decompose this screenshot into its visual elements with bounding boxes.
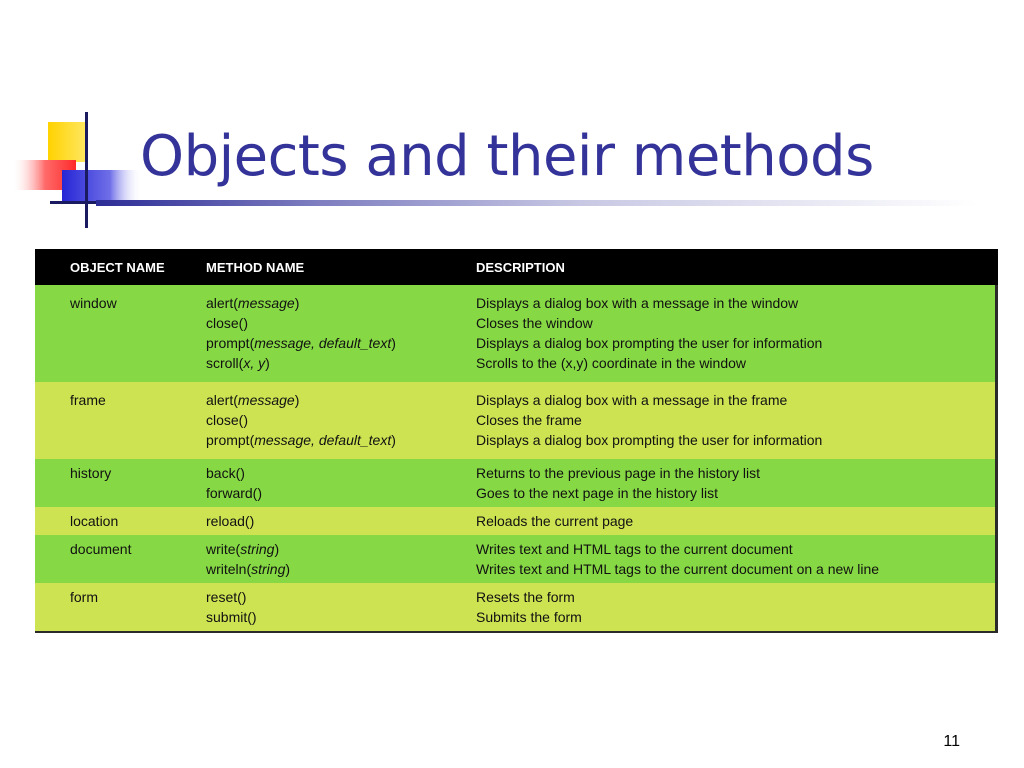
method-arguments: x, y [243, 355, 266, 371]
method-names-cell [206, 463, 476, 503]
method-identifier: scroll( [206, 355, 244, 371]
method-description: Displays a dialog box prompting the user for information [476, 432, 823, 448]
method-names-cell [206, 539, 476, 579]
method-close-paren: ) [285, 561, 291, 577]
method-identifier: back() [206, 465, 245, 481]
method-identifier: close() [206, 412, 249, 428]
method-name [206, 483, 476, 503]
table-row [35, 382, 998, 459]
method-identifier: reset() [206, 589, 247, 605]
method-arguments: message [237, 295, 295, 311]
methods-table [35, 249, 998, 633]
method-description: Closes the frame [476, 412, 582, 428]
method-arguments: message [237, 392, 295, 408]
method-description: Writes text and HTML tags to the current document on a new line [476, 561, 880, 577]
method-names-cell [206, 293, 476, 373]
method-name [206, 293, 476, 313]
method-identifier: writeln( [206, 561, 252, 577]
method-identifier: alert( [206, 295, 238, 311]
object-name-cell: document [70, 541, 132, 557]
method-identifier: reload() [206, 513, 255, 529]
slide-logo-icon [12, 110, 142, 230]
method-identifier: write( [206, 541, 241, 557]
method-close-paren: ) [391, 432, 396, 448]
method-arguments: message, default_text [254, 432, 392, 448]
method-close-paren: ) [391, 335, 396, 351]
method-description: Displays a dialog box prompting the user for information [476, 335, 823, 351]
method-name [206, 539, 476, 559]
method-arguments: string [240, 541, 275, 557]
method-close-paren: ) [294, 392, 300, 408]
method-name [206, 333, 476, 353]
method-name [206, 511, 476, 531]
slide-title: Objects and their methods [140, 124, 874, 189]
descriptions-cell [476, 390, 995, 450]
method-name [206, 390, 476, 410]
method-identifier: prompt( [206, 335, 255, 351]
method-name [206, 410, 476, 430]
table-row [35, 583, 998, 631]
method-identifier: submit() [206, 609, 257, 625]
table-row [35, 285, 998, 382]
descriptions-cell [476, 463, 995, 503]
method-close-paren: ) [294, 295, 300, 311]
method-name [206, 587, 476, 607]
descriptions-cell [476, 511, 995, 531]
object-name-cell: history [70, 465, 112, 481]
table-header-row [35, 249, 998, 285]
method-name [206, 463, 476, 483]
method-description: Resets the form [476, 589, 575, 605]
method-arguments: message, default_text [254, 335, 392, 351]
descriptions-cell [476, 293, 995, 373]
object-name-cell: form [70, 589, 98, 605]
title-underline [96, 200, 976, 206]
header-method-name: METHOD NAME [206, 259, 305, 275]
table-body [35, 285, 998, 631]
method-identifier: forward() [206, 485, 263, 501]
method-description: Reloads the current page [476, 513, 634, 529]
descriptions-cell [476, 539, 995, 579]
table-row [35, 459, 998, 507]
method-description: Displays a dialog box with a message in the frame [476, 392, 788, 408]
object-name-cell: location [70, 513, 119, 529]
method-description: Submits the form [476, 609, 582, 625]
header-description: DESCRIPTION [476, 259, 565, 275]
table-row [35, 507, 998, 535]
method-arguments: string [251, 561, 286, 577]
method-description: Returns to the previous page in the history list [476, 465, 761, 481]
page-number: 11 [943, 733, 960, 750]
method-names-cell [206, 390, 476, 450]
method-name [206, 607, 476, 627]
descriptions-cell [476, 587, 995, 627]
table-row [35, 535, 998, 583]
method-description: Displays a dialog box with a message in the window [476, 295, 799, 311]
method-description: Goes to the next page in the history list [476, 485, 719, 501]
method-close-paren: ) [265, 355, 270, 371]
method-description: Closes the window [476, 315, 593, 331]
method-name [206, 559, 476, 579]
method-name [206, 353, 476, 373]
method-names-cell [206, 587, 476, 627]
header-object-name: OBJECT NAME [70, 259, 165, 275]
object-name-cell: window [70, 295, 117, 311]
method-name [206, 430, 476, 450]
method-identifier: alert( [206, 392, 238, 408]
method-description: Writes text and HTML tags to the current document [476, 541, 793, 557]
method-description: Scrolls to the (x,y) coordinate in the window [476, 355, 747, 371]
object-name-cell: frame [70, 392, 106, 408]
method-close-paren: ) [274, 541, 280, 557]
method-names-cell [206, 511, 476, 531]
method-identifier: close() [206, 315, 249, 331]
method-identifier: prompt( [206, 432, 255, 448]
method-name [206, 313, 476, 333]
